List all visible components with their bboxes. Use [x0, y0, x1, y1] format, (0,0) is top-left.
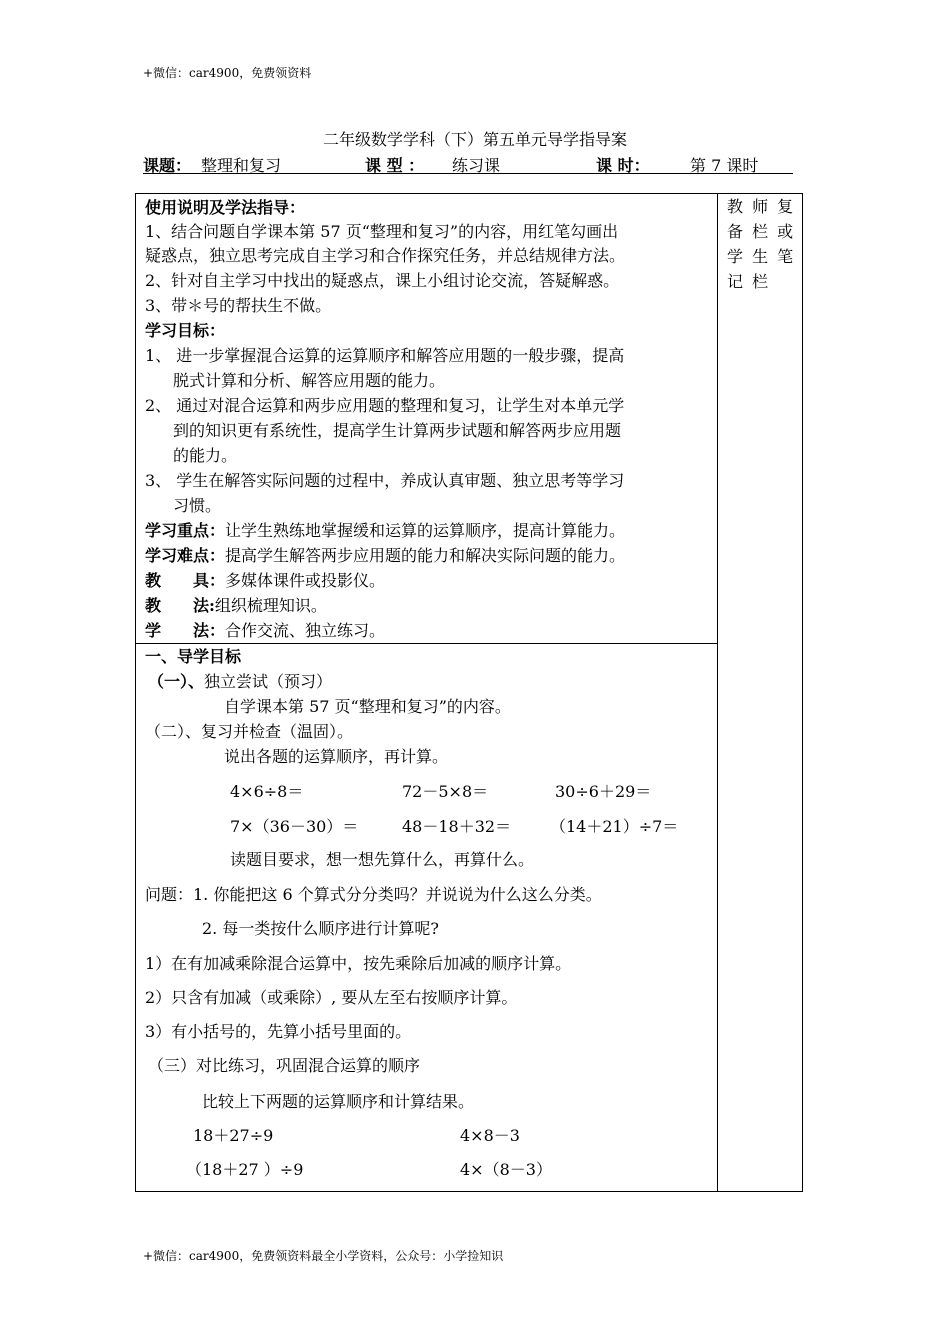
table-right-border: [802, 193, 803, 1192]
expression: 48－18＋32＝: [402, 817, 512, 836]
instructions-line: 疑惑点，独立思考完成自主学习和合作探究任务，并总结规律方法。: [145, 246, 626, 265]
teach-method-text: 组织梳理知识。: [214, 596, 327, 615]
goal-line: 的能力。: [173, 446, 238, 465]
compare-expression: 4×8－3: [460, 1126, 520, 1145]
instructions-heading: 使用说明及学法指导：: [145, 198, 306, 217]
key-point-label: 学习重点：: [145, 521, 226, 540]
meta-underline: [143, 173, 793, 174]
sub-section-1: [148, 670, 332, 694]
question-1: 问题：1. 你能把这 6 个算式分分类吗？并说说为什么这么分类。: [145, 885, 602, 904]
instructions-line: 2、针对自主学习中找出的疑惑点，课上小组讨论交流，答疑解惑。: [145, 271, 620, 290]
instructions-line: 3、带＊号的帮扶生不做。: [145, 296, 332, 315]
topic-label: 课题：: [143, 156, 192, 175]
teach-method: [145, 594, 327, 618]
teach-method-label: 教 法:: [145, 596, 215, 615]
compare-expression: （18＋27 ）÷9: [186, 1160, 304, 1179]
rule-line: 1）在有加减乘除混合运算中，按先乘除后加减的顺序计算。: [145, 954, 572, 973]
period-label: 课 时：: [596, 156, 650, 175]
goal-line: 到的知识更有系统性，提高学生计算两步试题和解答两步应用题: [173, 421, 622, 440]
rule-line: 3）有小括号的，先算小括号里面的。: [145, 1022, 412, 1041]
document-title: 二年级数学学科（下）第五单元导学指导案: [322, 130, 627, 149]
footer-note: +微信：car4900，免费领资料最全小学资料，公众号：小学捡知识: [143, 1249, 504, 1263]
instructions-line: 1、结合问题自学课本第 57 页“整理和复习”的内容，用红笔勾画出: [145, 222, 619, 241]
sub-section-3: （三）对比练习，巩固混合运算的顺序: [148, 1056, 421, 1075]
expression: 72－5×8＝: [402, 782, 489, 801]
table-left-border: [135, 193, 136, 1192]
question-2: 2. 每一类按什么顺序进行计算呢?: [202, 919, 439, 938]
tools-text: 多媒体课件或投影仪。: [225, 571, 386, 590]
compare-expression: 18＋27÷9: [193, 1126, 274, 1145]
period-value: 第 7 课时: [690, 156, 759, 175]
expression: 4×6÷8＝: [230, 782, 304, 801]
key-point: [145, 519, 625, 543]
notes-label-line: 学 生 笔: [727, 247, 796, 266]
sub-section-1-body: 自学课本第 57 页“整理和复习”的内容。: [224, 697, 511, 716]
sub-section-3-body: 比较上下两题的运算顺序和计算结果。: [202, 1092, 475, 1111]
sub-section-1-text: 独立尝试（预习）: [204, 672, 333, 691]
tools-label: 教 具：: [145, 571, 226, 590]
header-note: +微信：car4900，免费领资料: [143, 66, 312, 80]
goal-line: 1、 进一步掌握混合运算的运算顺序和解答应用题的一般步骤，提高: [145, 346, 625, 365]
sub-section-2: （二）、复习并检查（温固）。: [145, 722, 354, 741]
learn-method-text: 合作交流、独立练习。: [225, 621, 386, 640]
table-column-divider: [717, 193, 718, 1192]
goal-line: 脱式计算和分析、解答应用题的能力。: [173, 371, 446, 390]
sub-section-1-label: （一）、: [148, 672, 205, 691]
sub-section-2-body: 说出各题的运算顺序，再计算。: [224, 747, 449, 766]
learn-method: [145, 619, 385, 643]
type-value: 练习课: [452, 156, 501, 175]
topic-value: 整理和复习: [201, 156, 282, 175]
read-prompt: 读题目要求，想一想先算什么，再算什么。: [230, 850, 535, 869]
goal-line: 3、 学生在解答实际问题的过程中，养成认真审题、独立思考等学习: [145, 471, 625, 490]
table-row-divider: [135, 643, 718, 644]
rule-line: 2）只含有加减（或乘除）, 要从左至右按顺序计算。: [145, 988, 518, 1007]
notes-label-line: 备 栏 或: [727, 222, 796, 241]
goal-line: 2、 通过对混合运算和两步应用题的整理和复习，让学生对本单元学: [145, 396, 625, 415]
key-point-text: 让学生熟练地掌握缓和运算的运算顺序，提高计算能力。: [225, 521, 626, 540]
expression: 7×（36－30）＝: [230, 817, 359, 836]
goal-line: 习惯。: [173, 496, 222, 515]
tools: [145, 569, 385, 593]
table-bottom-border: [135, 1191, 803, 1192]
goals-heading: 学习目标：: [145, 321, 226, 340]
difficulty-text: 提高学生解答两步应用题的能力和解决实际问题的能力。: [225, 546, 626, 565]
type-label: 课 型 ：: [365, 156, 425, 175]
learn-method-label: 学 法：: [145, 621, 226, 640]
notes-label-line: 记 栏: [727, 272, 771, 291]
difficulty-label: 学习难点：: [145, 546, 226, 565]
expression: （14＋21）÷7＝: [550, 817, 679, 836]
section-heading: 一、导学目标: [145, 647, 242, 666]
difficulty: [145, 544, 625, 568]
table-top-border: [135, 193, 803, 194]
compare-expression: 4×（8－3）: [460, 1160, 552, 1179]
notes-label-line: 教 师 复: [727, 197, 796, 216]
notes-column-label: [727, 194, 797, 294]
expression: 30÷6＋29＝: [555, 782, 652, 801]
